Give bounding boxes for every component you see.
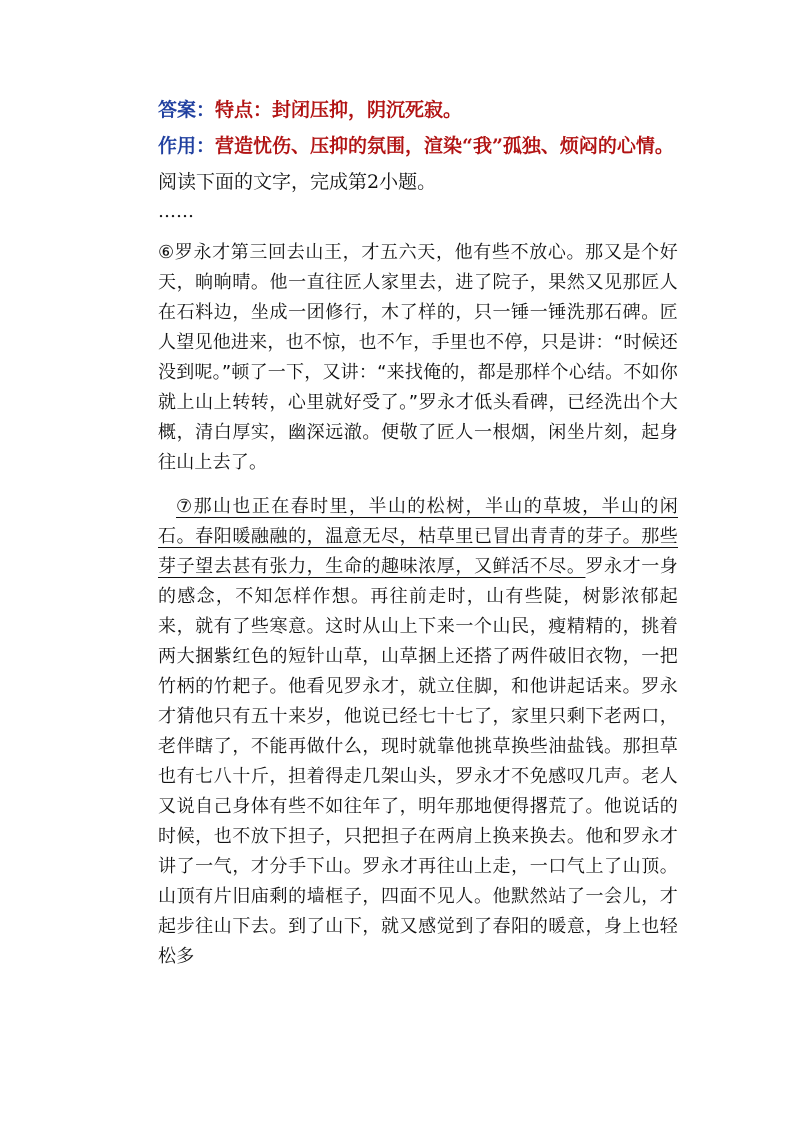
ellipsis: ……: [158, 201, 194, 222]
paragraph-7-text: [158, 492, 678, 972]
function-label: 作用：: [158, 135, 216, 157]
function-text: 营造忧伤、压抑的氛围，渲染“我”孤独、烦闷的心情。: [215, 135, 674, 157]
paragraph-7-underlined: ⑦那山也正在春时里，半山的松树，半山的草坡，半山的闲石。春阳暖融融的，温意无尽，枯草里已冒出青青的芽子。那些芽子望去甚有张力，生命的趣味浓厚，又鲜活不尽。: [158, 496, 678, 577]
function-line: [158, 134, 718, 158]
paragraph-6: [158, 238, 678, 478]
paragraph-7: [158, 492, 678, 972]
paragraph-7-rest: 罗永才一身的感念，不知怎样作想。再往前走时，山有些陡，树影浓郁起来，就有了些寒意。这时从山上下来一个山民，瘦精精的，挑着两大捆紫红色的短针山草，山草捆上还搭了两件破旧衣物，一把竹柄的竹耙子。他看见罗永才，就立住脚，和他讲起话来。罗永才猜他只有五十来岁，他说已经七十七了，家里只剩下老两口，老伴瞎了，不能再做什么，现时就靠他挑草换些油盐钱。那担草也有七八十斤，担着得走几架山头，罗永才不免感叹几声。老人又说自己身体有些不如往年了，明年那地便得撂荒了。他说话的时候，也不放下担子，只把担子在两肩上换来换去。他和罗永才讲了一气，才分手下山。罗永才再往山上走，一口气上了山顶。山顶有片旧庙剩的墙框子，四面不见人。他默然站了一会儿，才起步往山下去。到了山下，就又感觉到了春阳的暖意，身上也轻松多: [158, 556, 678, 967]
reading-instruction: 阅读下面的文字，完成第2小题。: [158, 171, 437, 193]
answer-text: 特点：封闭压抑，阴沉死寂。: [215, 99, 463, 121]
paragraph-6-text: ⑥罗永才第三回去山王，才五六天，他有些不放心。那又是个好天，晌晌晴。他一直往匠人家里去，进了院子，果然又见那匠人在石料边，坐成一团修行，木了样的，只一锤一锤洗那石碑。匠人望见他进来，也不惊，也不乍，手里也不停，只是讲：“时候还没到呢。”顿了一下，又讲：“来找俺的，都是那样个心结。不如你就上山上转转，心里就好受了。”罗永才低头看碑，已经洗出个大概，清白厚实，幽深远澈。便敬了匠人一根烟，闲坐片刻，起身往山上去了。: [158, 242, 678, 473]
answer-label: 答案：: [158, 99, 216, 121]
answer-line: [158, 98, 718, 122]
